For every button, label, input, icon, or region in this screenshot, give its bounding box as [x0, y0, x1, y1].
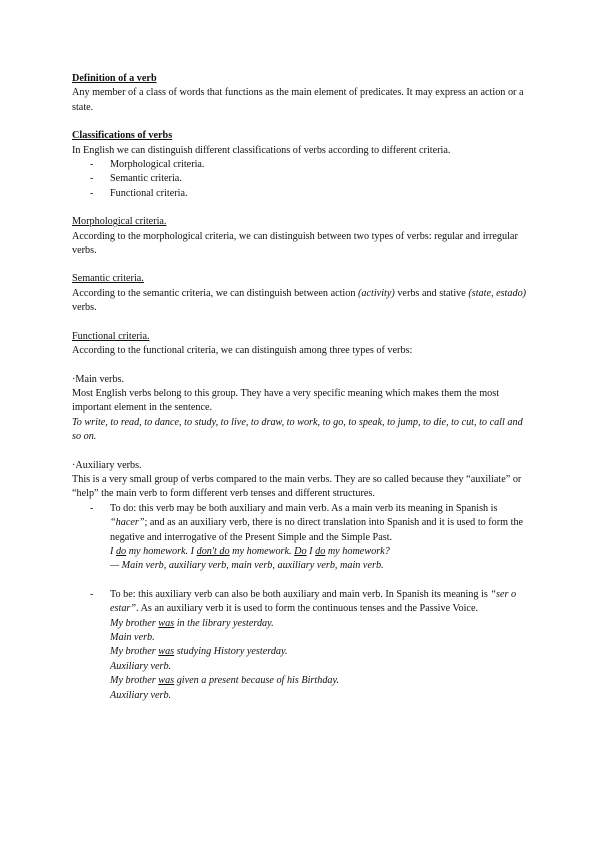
- morphological-text: According to the morphological criteria, we can distinguish between two types of verbs: regular and irregular verbs.: [72, 230, 518, 257]
- main-verbs-heading: ·Main verbs.: [72, 373, 125, 385]
- auxiliary-verbs-heading: ·Auxiliary verbs.: [72, 459, 142, 471]
- to-do-item: - To do: this verb may be both auxiliary and main verb. As a main verb its meaning in Spanish is “hacer”; and as an auxiliary verb, there is no direct translation into Spanish and it is used to form the negative and interrogative of the Present Simple and the Simple Past. I do my homework. I don't do my homework. Do I do my homework? — Main verb, auxiliary verb, main verb, auxiliary verb, main verb.: [72, 502, 530, 574]
- to-do-labels: — Main verb, auxiliary verb, main verb, auxiliary verb, main verb.: [110, 560, 384, 572]
- definition-heading: Definition of a verb: [72, 73, 157, 84]
- semantic-text: According to the semantic criteria, we can distinguish between action (activity) verbs and stative (state, estado) verbs.: [72, 287, 527, 314]
- to-be-label-1: Main verb.: [110, 632, 155, 643]
- to-be-label-3: Auxiliary verb.: [110, 689, 172, 701]
- to-be-text: To be: this auxiliary verb can also be both auxiliary and main verb. In Spanish its meaning is “ser o estar”. As an auxiliary verb it is used to form the continuous tenses and the Passive Voice.: [110, 588, 517, 615]
- to-be-label-2: Auxiliary verb.: [110, 660, 172, 672]
- main-verbs-examples: To write, to read, to dance, to study, to live, to draw, to work, to go, to speak, to jump, to die, to cut, to call and so on.: [72, 416, 523, 443]
- classifications-heading: Classifications of verbs: [72, 130, 173, 142]
- to-be-item: - To be: this auxiliary verb can also be both auxiliary and main verb. In Spanish its meaning is “ser o estar”. As an auxiliary verb it is used to form the continuous tenses and the Passive Voice. My brother was in the library yesterday. Main verb. My brother was studying History yesterday. Auxiliary verb. My brother was given a present because of his Birthday. Auxiliary verb.: [72, 588, 530, 703]
- classifications-intro: In English we can distinguish different classifications of verbs according to different criteria.: [72, 144, 451, 156]
- document-page: [72, 72, 530, 703]
- list-item: - Semantic criteria.: [90, 173, 182, 185]
- to-do-example: I do my homework. I don't do my homework. Do I do my homework?: [110, 545, 390, 557]
- to-be-example-2: My brother was studying History yesterday.: [110, 646, 288, 658]
- to-be-example-1: My brother was in the library yesterday.: [110, 617, 274, 629]
- functional-text: According to the functional criteria, we can distinguish among three types of verbs:: [72, 345, 413, 357]
- to-do-text: To do: this verb may be both auxiliary and main verb. As a main verb its meaning in Spanish is “hacer”; and as an auxiliary verb, there is no direct translation into Spanish and it is used to form the negative and interrogative of the Present Simple and the Simple Past.: [110, 502, 524, 543]
- main-verbs-text: Most English verbs belong to this group. They have a very specific meaning which makes them the most important element in the sentence.: [72, 387, 500, 414]
- definition-text: Any member of a class of words that functions as the main element of predicates. It may express an action or a state.: [72, 87, 524, 113]
- auxiliary-verbs-text: This is a very small group of verbs compared to the main verbs. They are so called because they “auxiliate” or “help” the main verb to form different verb tenses and different structures.: [72, 473, 522, 500]
- morphological-heading: Morphological criteria.: [72, 216, 167, 228]
- to-be-example-3: My brother was given a present because of his Birthday.: [110, 675, 340, 687]
- semantic-heading: Semantic criteria.: [72, 273, 144, 285]
- functional-heading: Functional criteria.: [72, 330, 150, 342]
- list-item: - Morphological criteria.: [90, 159, 205, 171]
- list-item: - Functional criteria.: [90, 187, 188, 199]
- classifications-list: [72, 158, 530, 201]
